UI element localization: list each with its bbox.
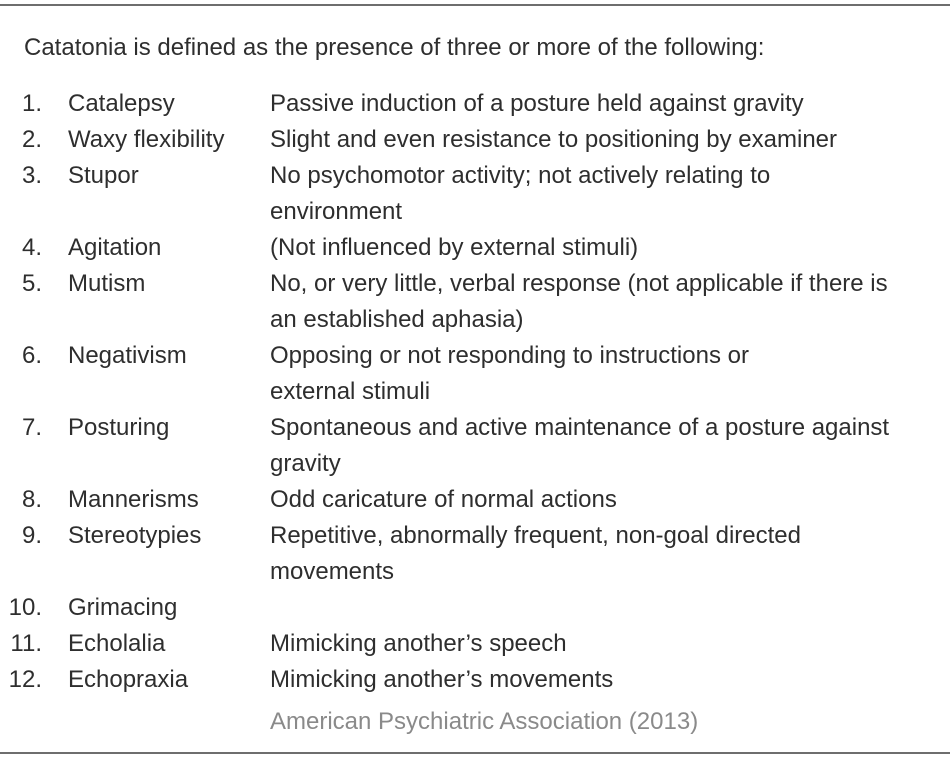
item-term: Posturing bbox=[68, 414, 170, 441]
description-line: Odd caricature of normal actions bbox=[270, 486, 617, 513]
item-term: Catalepsy bbox=[68, 90, 175, 117]
item-term: Mutism bbox=[68, 270, 146, 297]
item-number: 3. bbox=[21, 162, 42, 189]
criteria-item bbox=[0, 518, 950, 590]
criteria-item bbox=[0, 266, 950, 338]
item-term: Agitation bbox=[68, 234, 162, 261]
item-number: 10. bbox=[8, 594, 42, 621]
description-line: Mimicking another’s movements bbox=[270, 666, 614, 693]
criteria-item bbox=[0, 158, 950, 230]
criteria-item bbox=[0, 338, 950, 410]
item-description bbox=[270, 626, 948, 662]
item-description bbox=[270, 230, 948, 266]
description-line: gravity bbox=[270, 450, 341, 477]
description-line: movements bbox=[270, 558, 395, 585]
description-line: environment bbox=[270, 198, 403, 225]
description-line: an established aphasia) bbox=[270, 306, 524, 333]
description-line: Spontaneous and active maintenance of a posture against bbox=[270, 414, 890, 441]
item-description bbox=[270, 338, 948, 410]
item-description bbox=[270, 266, 948, 338]
top-rule bbox=[0, 4, 950, 6]
item-term: Echolalia bbox=[68, 630, 166, 657]
criteria-item bbox=[0, 410, 950, 482]
item-number: 5. bbox=[21, 270, 42, 297]
item-term: Stereotypies bbox=[68, 522, 202, 549]
bottom-rule bbox=[0, 752, 950, 754]
item-number: 7. bbox=[21, 414, 42, 441]
item-number: 12. bbox=[8, 666, 42, 693]
source-citation: American Psychiatric Association (2013) bbox=[270, 708, 699, 735]
description-line: No, or very little, verbal response (not applicable if there is bbox=[270, 270, 888, 297]
item-number: 11. bbox=[10, 630, 42, 657]
description-line: Repetitive, abnormally frequent, non-goal directed bbox=[270, 522, 801, 549]
item-number: 4. bbox=[21, 234, 42, 261]
description-line: Opposing or not responding to instructions or bbox=[270, 342, 749, 369]
item-description bbox=[270, 122, 948, 158]
criteria-item bbox=[0, 230, 950, 266]
criteria-item bbox=[0, 482, 950, 518]
item-description bbox=[270, 662, 948, 698]
item-term: Grimacing bbox=[68, 594, 178, 621]
item-term: Negativism bbox=[68, 342, 187, 369]
item-number: 9. bbox=[21, 522, 42, 549]
item-term: Waxy flexibility bbox=[68, 126, 225, 153]
criteria-item bbox=[0, 662, 950, 698]
item-number: 6. bbox=[21, 342, 42, 369]
criteria-item bbox=[0, 590, 950, 626]
criteria-item bbox=[0, 122, 950, 158]
item-term: Echopraxia bbox=[68, 666, 189, 693]
description-line: Slight and even resistance to positioning by examiner bbox=[270, 126, 837, 153]
item-number: 2. bbox=[21, 126, 42, 153]
item-description bbox=[270, 410, 948, 482]
description-line: (Not influenced by external stimuli) bbox=[270, 234, 639, 261]
description-line: Mimicking another’s speech bbox=[270, 630, 567, 657]
item-number: 1. bbox=[21, 90, 42, 117]
description-line: Passive induction of a posture held against gravity bbox=[270, 90, 804, 117]
item-description bbox=[270, 86, 948, 122]
item-description bbox=[270, 518, 948, 590]
description-line: No psychomotor activity; not actively relating to bbox=[270, 162, 771, 189]
item-description bbox=[270, 482, 948, 518]
criteria-list bbox=[0, 86, 950, 698]
item-term: Mannerisms bbox=[68, 486, 199, 513]
item-number: 8. bbox=[21, 486, 42, 513]
description-line: external stimuli bbox=[270, 378, 431, 405]
table-intro: Catatonia is defined as the presence of three or more of the following: bbox=[24, 34, 765, 61]
criteria-item bbox=[0, 626, 950, 662]
criteria-item bbox=[0, 86, 950, 122]
item-description bbox=[270, 158, 948, 230]
item-term: Stupor bbox=[68, 162, 139, 189]
